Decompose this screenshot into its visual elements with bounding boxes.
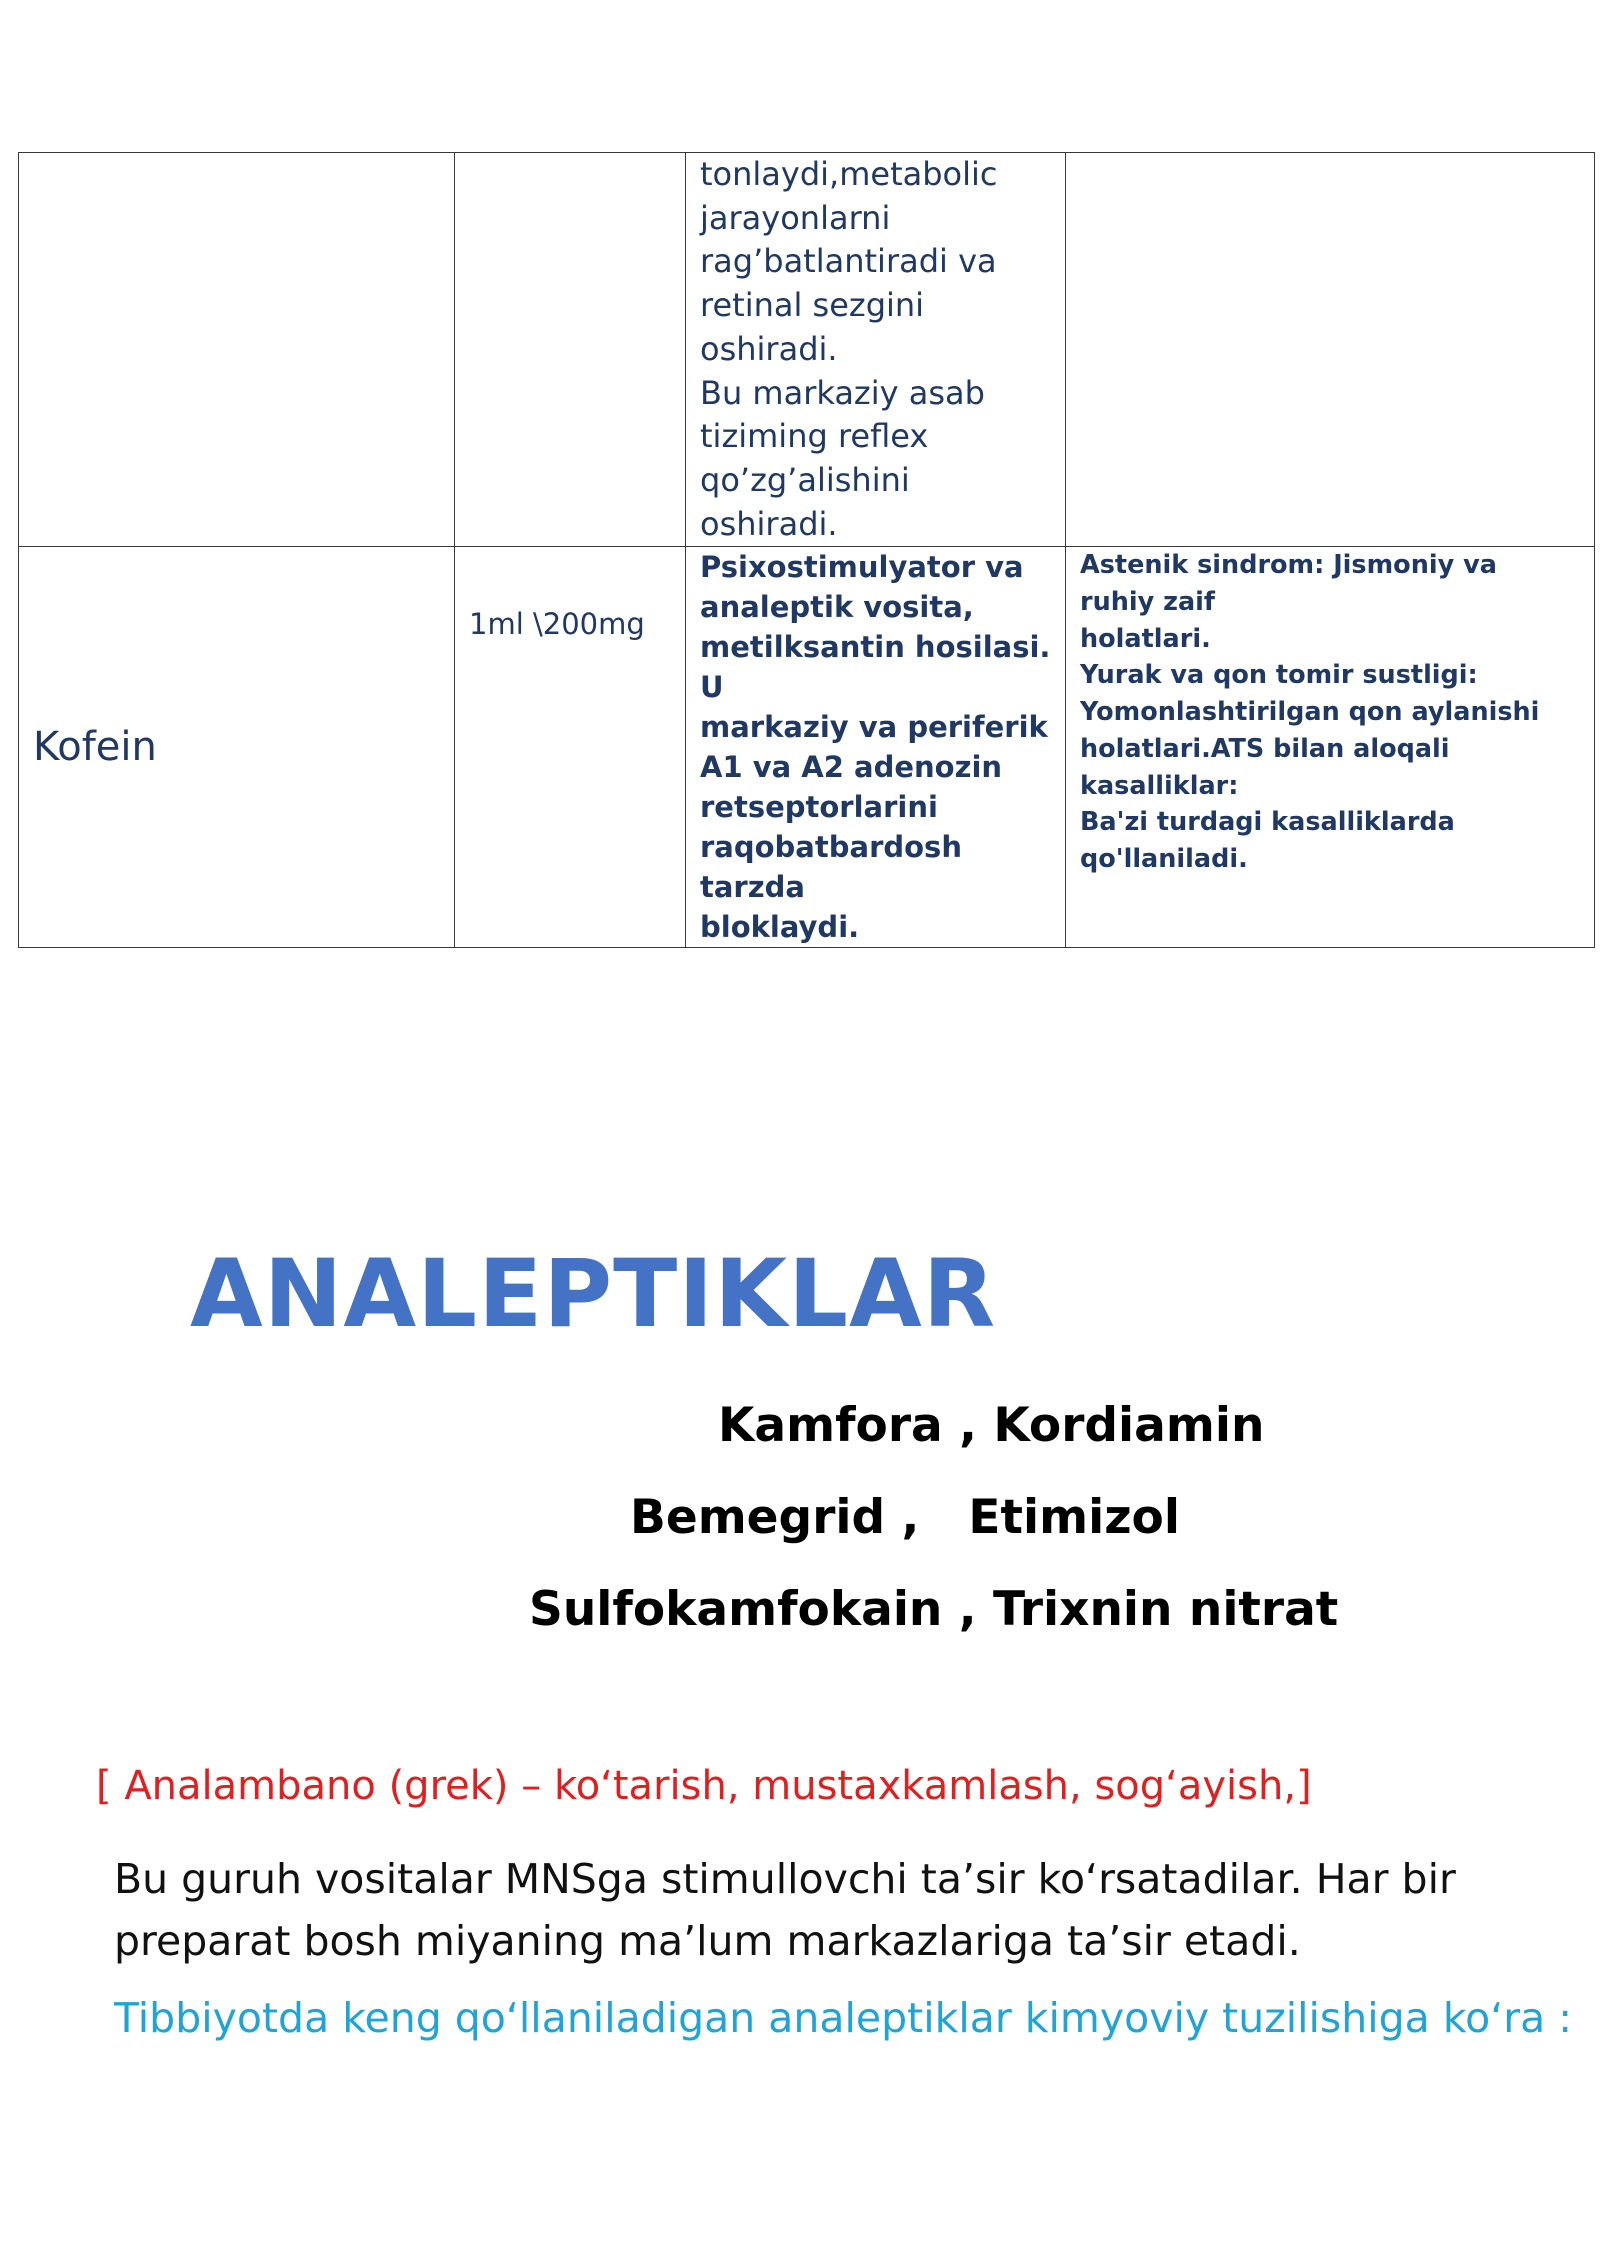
indications-cell (1066, 153, 1595, 547)
table-row (19, 153, 1595, 547)
mechanism-cell (686, 153, 1066, 547)
dose-text: 1ml \200mg (469, 607, 645, 642)
dose-cell (455, 547, 686, 948)
drug-name: Kofein (33, 724, 157, 771)
mechanism-text: Psixostimulyator va analeptik vosita, metilksantin hosilasi. U markaziy va periferik A1 va A2 adenozin retseptorlarini raqobatbardosh tarzda bloklaydi. (700, 550, 1051, 945)
drug-table (18, 152, 1595, 948)
drug-list-line: Bemegrid , Etimizol (630, 1490, 1180, 1545)
section-title: ANALEPTIKLAR (190, 1240, 997, 1349)
dose-cell (455, 153, 686, 547)
drug-list-line: Kamfora , Kordiamin (718, 1398, 1265, 1453)
classification-intro: Tibbiyotda keng qo‘llaniladigan analeptiklar kimyoviy tuzilishiga ko‘ra : (114, 1994, 1573, 2042)
description-paragraph: Bu guruh vositalar MNSga stimullovchi ta’sir ko‘rsatadilar. Har bir preparat bosh miyaning ma’lum markazlariga ta’sir etadi. (114, 1855, 1456, 1965)
indications-text: Astenik sindrom: Jismoniy va ruhiy zaif holatlari. Yurak va qon tomir sustligi: Yomonlashtirilgan qon aylanishi holatlari.ATS bilan aloqali kasalliklar: Ba'zi turdagi kasalliklarda qo'llaniladi. (1080, 550, 1540, 874)
indications-cell (1066, 547, 1595, 948)
drug-name-cell (19, 547, 455, 948)
drug-list-line: Sulfokamfokain , Trixnin nitrat (529, 1582, 1339, 1637)
etymology-note: [ Analambano (grek) – ko‘tarish, mustaxkamlash, sog‘ayish,] (96, 1763, 1312, 1809)
mechanism-text: tonlaydi,metabolic jarayonlarni rag’batlantiradi va retinal sezgini oshiradi. Bu markaziy asab tiziming reflex qo’zg’alishini oshiradi. (700, 155, 998, 543)
drug-name-cell (19, 153, 455, 547)
table-row (19, 547, 1595, 948)
mechanism-cell (686, 547, 1066, 948)
